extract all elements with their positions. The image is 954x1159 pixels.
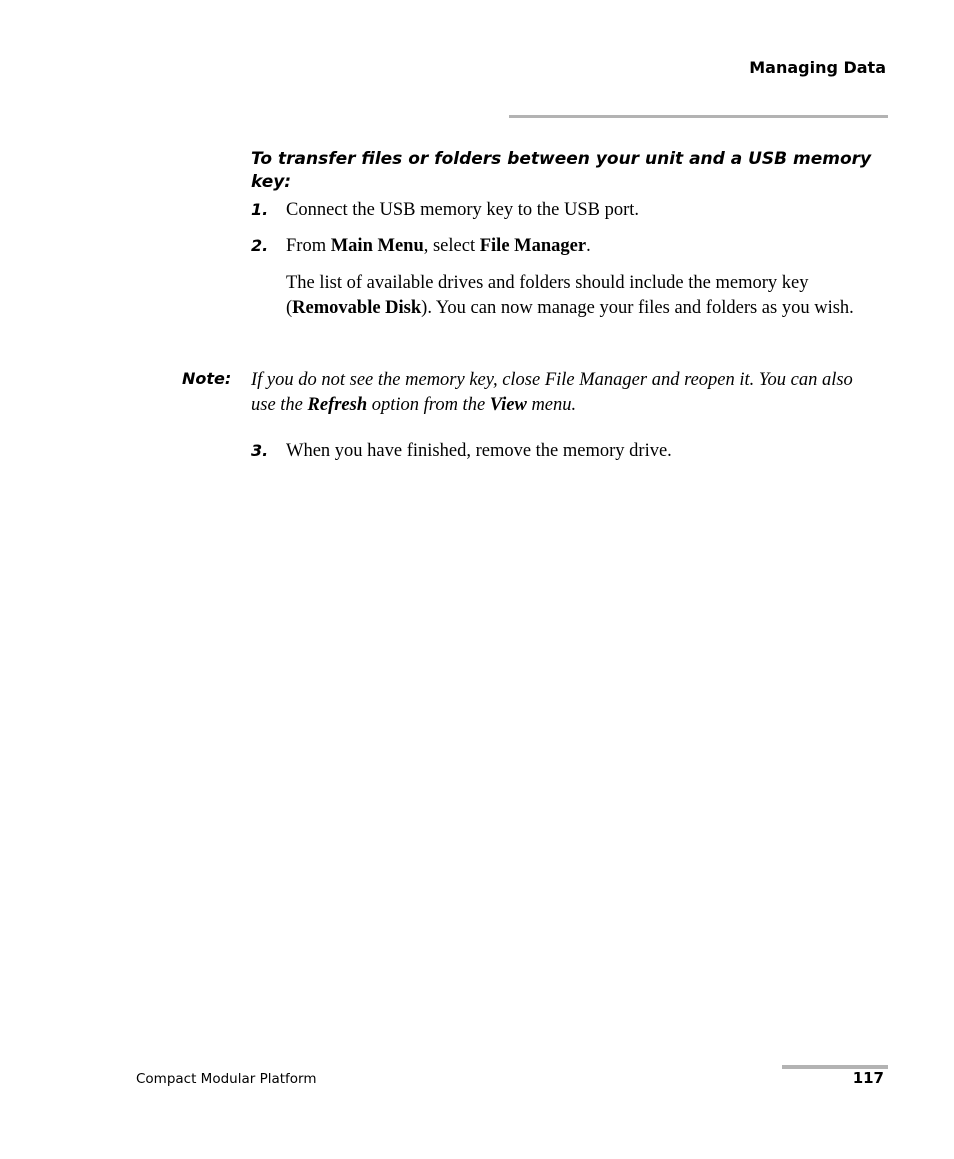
para-part: ). You can now manage your files and folders as you wish. xyxy=(421,298,854,318)
header-rule xyxy=(509,115,888,118)
app-name: File Manager xyxy=(479,236,587,256)
note-part: If you do not see the memory key, close File Manager and reopen it. You can also use the xyxy=(251,370,853,415)
step-text-part: , select xyxy=(423,236,480,256)
step-text: Connect the USB memory key to the USB port. xyxy=(286,200,640,220)
menu-name: View xyxy=(489,395,527,415)
step-number: 1. xyxy=(251,200,269,219)
menu-name: Main Menu xyxy=(330,236,424,256)
para-part: The list of available drives and folders should include the memory key ( xyxy=(286,273,809,318)
step-1 xyxy=(251,200,639,221)
section-title: Managing Data xyxy=(749,58,886,77)
note-part: option from the xyxy=(367,395,490,415)
note-part: menu. xyxy=(526,395,577,415)
step-text-part: From xyxy=(286,236,331,256)
procedure-heading: To transfer files or folders between your unit and a USB memory key: xyxy=(251,149,872,192)
command-name: Refresh xyxy=(307,395,368,415)
step-text-part: . xyxy=(586,236,591,256)
note-label: Note: xyxy=(182,369,232,388)
note-text xyxy=(251,368,881,418)
step-number: 3. xyxy=(251,441,269,460)
page-number: 117 xyxy=(852,1069,884,1087)
drive-name: Removable Disk xyxy=(292,298,422,318)
product-name: Compact Modular Platform xyxy=(136,1071,317,1087)
step-2 xyxy=(251,236,591,257)
step-text xyxy=(286,236,591,257)
step-text: When you have finished, remove the memory drive. xyxy=(286,441,672,461)
step-3 xyxy=(251,441,672,462)
step-number: 2. xyxy=(251,236,269,255)
step-2-explanation xyxy=(286,271,891,321)
